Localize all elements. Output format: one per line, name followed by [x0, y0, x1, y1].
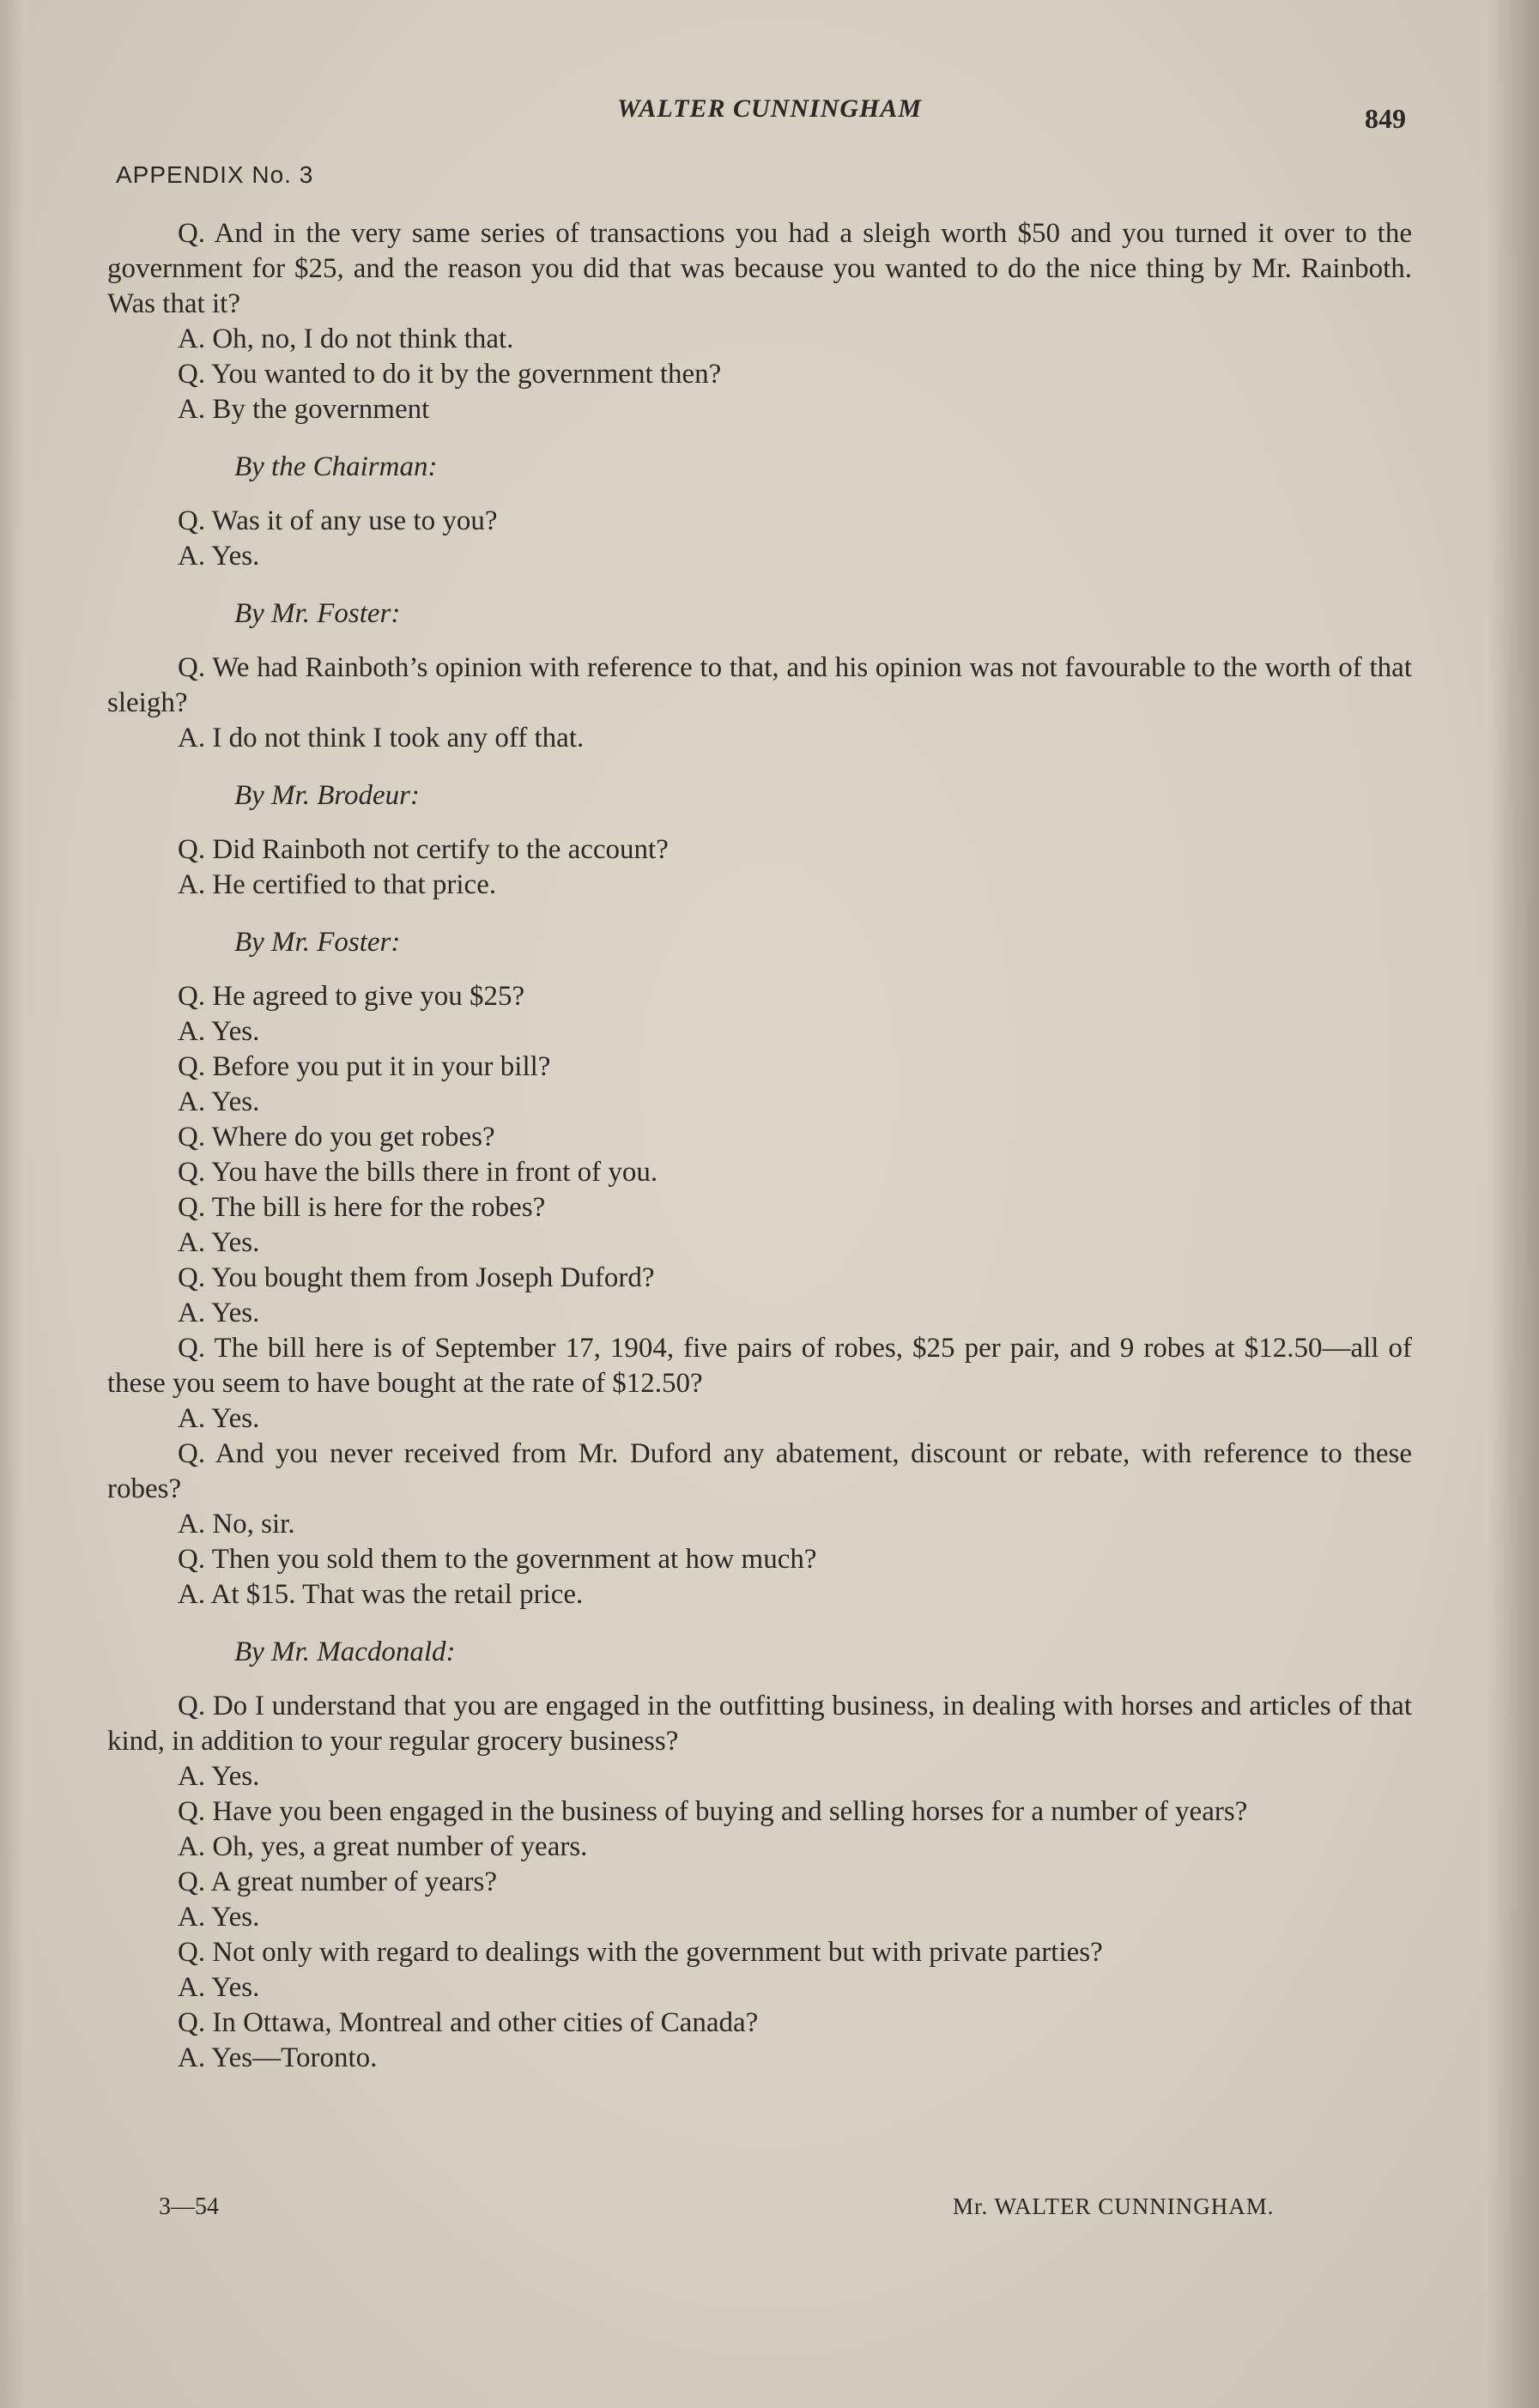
- question-text: Q. A great number of years?: [178, 1867, 498, 1897]
- question-text: Q. Have you been engaged in the business of buying and selling horses for a number of years?: [178, 1796, 1248, 1827]
- answer-text: A. Yes.: [178, 1972, 260, 2003]
- examiner-heading: By the Chairman:: [234, 451, 438, 482]
- examiner-heading: By Mr. Foster:: [234, 598, 401, 629]
- question-text: Q. Did Rainboth not certify to the account?: [178, 834, 669, 865]
- question-text: Q. And in the very same series of transactions you had a sleigh worth $50 and you turned it over to the government for $25, and the reason you did that was because you wanted to do the nice thing by Mr. Rainboth. Was that it?: [107, 218, 1412, 319]
- question-text: Q. Then you sold them to the government at how much?: [178, 1544, 817, 1575]
- answer-text: A. By the government: [178, 394, 430, 425]
- answer-text: A. Yes.: [178, 1016, 260, 1047]
- page-number: 849: [1365, 103, 1406, 134]
- answer-text: A. Yes.: [178, 1086, 260, 1117]
- question-text: Q. Where do you get robes?: [178, 1122, 495, 1153]
- question-text: Q. Not only with regard to dealings with the government but with private parties?: [178, 1937, 1103, 1968]
- answer-text: A. No, sir.: [178, 1509, 295, 1540]
- question-text: Q. And you never received from Mr. Duford any abatement, discount or rebate, with reference to these robes?: [107, 1438, 1412, 1504]
- question-text: Q. Do I understand that you are engaged in the outfitting business, in dealing with horses and articles of that kind, in addition to your regular grocery business?: [107, 1691, 1412, 1757]
- footer-witness-name: Mr. WALTER CUNNINGHAM.: [953, 2193, 1275, 2219]
- question-text: Q. The bill is here for the robes?: [178, 1192, 546, 1223]
- question-text: Q. The bill here is of September 17, 1904, five pairs of robes, $25 per pair, and 9 robes at $12.50—all of these you seem to have bought at the rate of $12.50?: [107, 1333, 1412, 1399]
- question-text: Q. Before you put it in your bill?: [178, 1051, 551, 1082]
- page-edge-shadow-right: [1487, 0, 1539, 2408]
- answer-text: A. He certified to that price.: [178, 869, 497, 900]
- answer-text: A. Oh, no, I do not think that.: [178, 324, 514, 354]
- question-text: Q. You have the bills there in front of you.: [178, 1157, 658, 1188]
- answer-text: A. Yes.: [178, 1761, 260, 1792]
- question-text: Q. He agreed to give you $25?: [178, 981, 525, 1012]
- answer-text: A. Yes.: [178, 1298, 260, 1328]
- answer-text: A. Oh, yes, a great number of years.: [178, 1831, 588, 1862]
- answer-text: A. Yes.: [178, 541, 260, 572]
- question-text: Q. In Ottawa, Montreal and other cities of Canada?: [178, 2007, 759, 2038]
- running-head: WALTER CUNNINGHAM: [616, 94, 923, 123]
- answer-text: A. Yes—Toronto.: [178, 2042, 378, 2073]
- examiner-heading: By Mr. Brodeur:: [234, 780, 420, 811]
- examiner-heading: By Mr. Macdonald:: [234, 1637, 456, 1667]
- question-text: Q. We had Rainboth’s opinion with reference to that, and his opinion was not favourable to the worth of that sleigh?: [107, 652, 1412, 718]
- answer-text: A. At $15. That was the retail price.: [178, 1579, 584, 1610]
- question-text: Q. You bought them from Joseph Duford?: [178, 1262, 655, 1293]
- question-text: Q. You wanted to do it by the government then?: [178, 359, 722, 390]
- footer-folio: 3—54: [159, 2193, 219, 2220]
- answer-text: A. Yes.: [178, 1403, 260, 1434]
- answer-text: A. Yes.: [178, 1902, 260, 1933]
- answer-text: A. Yes.: [178, 1227, 260, 1258]
- transcript-body: [107, 216, 1412, 2076]
- answer-text: A. I do not think I took any off that.: [178, 723, 585, 753]
- appendix-label: APPENDIX No. 3: [116, 161, 314, 188]
- question-text: Q. Was it of any use to you?: [178, 505, 498, 536]
- page-edge-shadow-left: [0, 0, 24, 2408]
- examiner-heading: By Mr. Foster:: [234, 927, 401, 958]
